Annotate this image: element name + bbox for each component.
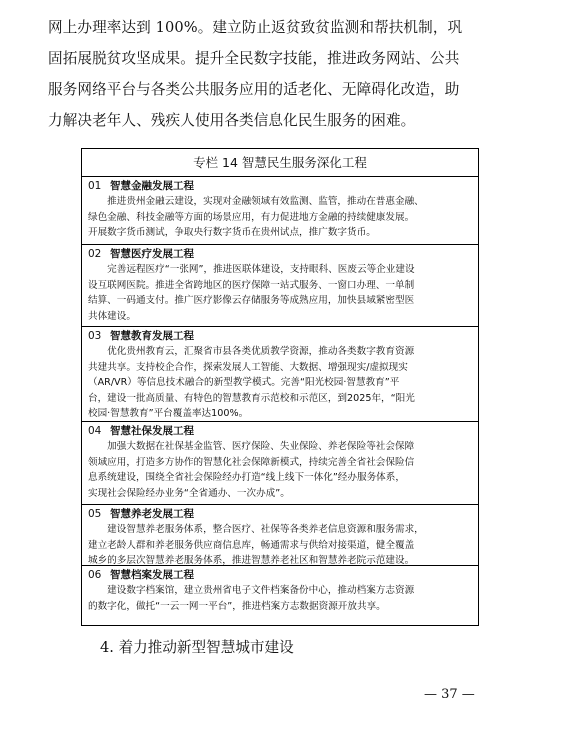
page-number: — 37 — [424,687,475,702]
section-body [88,522,472,569]
section-line: 领域应用，打造多方协作的智慧化社会保障新模式，持续完善全省社会保险信 [88,456,415,468]
section-title: 智慧养老发展工程 [110,508,194,520]
section-medical [82,245,478,327]
section-number: 05 [88,508,102,520]
section-line: 息系统建设，围绕全省社会保险经办打造“线上线下一体化”经办服务体系， [88,472,405,483]
section-heading [88,568,472,583]
section-number: 01 [88,180,102,192]
section-line: 的数字化，做托“一云一网一平台”，推进档案方志数据资源开放共享。 [88,600,386,612]
section-number: 04 [88,425,102,437]
section-number: 03 [88,330,102,342]
feature-box [81,148,479,626]
section-heading [88,507,472,522]
section-title: 智慧医疗发展工程 [110,248,194,260]
intro-paragraph [48,12,522,136]
intro-line: 固拓展脱贫攻坚成果。提升全民数字技能，推进政务网站、公共 [48,50,460,67]
section-finance [82,177,478,245]
section-body [88,344,472,422]
section-line: 绿色金融、科技金融等方面的场景应用，有力促进地方金融的持续健康发展。 [88,211,415,223]
section-education [82,327,478,422]
section-title: 智慧金融发展工程 [110,180,194,192]
section-line: 共建共享。支持校企合作，探索发展人工智能、大数据、增强现实/虚拟现实 [88,361,408,373]
box-title: 专栏 14 智慧民生服务深化工程 [82,149,478,177]
section-title: 智慧档案发展工程 [110,569,194,581]
section-title: 智慧教育发展工程 [110,330,194,342]
section-line: 建立老龄人群和养老服务供应商信息库，畅通需求与供给对接渠道，健全覆盖 [88,539,415,551]
section-line: 城乡的多层次智慧养老服务体系，推进智慧养老社区和智慧养老院示范建设。 [88,555,415,566]
section-line: 建设数字档案馆，建立贵州省电子文件档案备份中心，推动档案方志资源 [88,585,415,596]
section-heading [88,179,472,194]
intro-line: 服务网络平台与各类公共服务应用的适老化、无障碍化改造，助 [48,81,460,98]
section-line: 校园·智慧教育”平台覆盖率达100%。 [88,408,249,419]
section-line: 共体建设。 [88,310,136,322]
section-line: 台，建设一批高质量、有特色的智慧教育示范校和示范区，到2025年，“阳光 [88,392,415,404]
intro-line: 网上办理率达到 100%。建立防止返贫致贫监测和帮扶机制，巩 [48,19,463,36]
section-body [88,583,472,614]
section-social-security [82,422,478,505]
section-body [88,439,472,501]
section-heading [88,329,472,344]
section-title: 智慧社保发展工程 [110,425,194,437]
section-archives [82,566,478,626]
section-line: 建设智慧养老服务体系，整合医疗、社保等各类养老信息资源和服务需求， [88,524,424,535]
section-elderly-care [82,505,478,566]
section-number: 02 [88,248,102,260]
section-body [88,262,472,324]
section-line: 设互联网医院。推进全省跨地区的医疗保障一站式服务、一窗口办理、一单制 [88,279,415,291]
intro-line: 力解决老年人、残疾人使用各类信息化民生服务的困难。 [48,112,416,129]
section-heading [88,424,472,439]
next-section-heading: 4. 着力推动新型智慧城市建设 [100,639,294,656]
section-number: 06 [88,569,102,581]
section-line: 开展数字货币测试，争取央行数字货币在贵州试点，推广数字货币。 [88,227,376,238]
section-line: 加强大数据在社保基金监管、医疗保险、失业保险、养老保险等社会保障 [88,441,415,452]
section-line: 实现社会保险经办业务“全省通办、一次办成”。 [88,487,290,499]
section-line: 推进贵州金融云建设，实现对金融领域有效监测、监管，推动在普惠金融、 [88,196,424,207]
section-line: 优化贵州教育云，汇聚省市县各类优质教学资源，推动各类数字教育资源 [88,346,415,357]
section-line: 完善远程医疗“一张网”，推进医联体建设，支持眼科、医废云等企业建设 [88,264,415,275]
section-line: 结算、一码通支付。推广医疗影像云存储服务等成熟应用，加快县域紧密型医 [88,295,415,306]
section-line: （AR/VR）等信息技术融合的新型教学模式。完善“阳光校园·智慧教育”平 [88,377,400,388]
section-heading [88,247,472,262]
section-body [88,194,472,241]
